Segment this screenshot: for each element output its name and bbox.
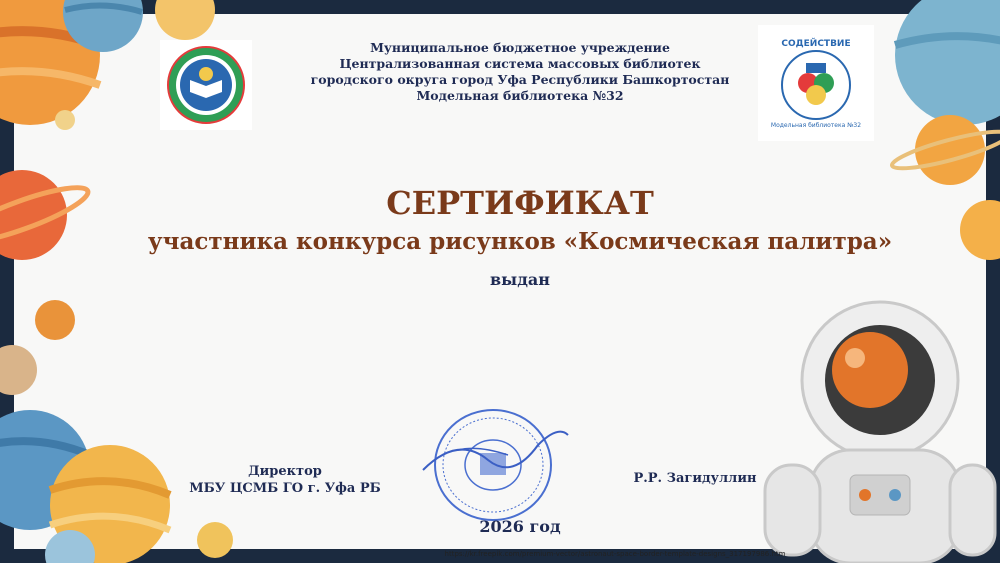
certificate-subtitle: участника конкурса рисунков «Космическая палитра»: [147, 228, 893, 255]
left-library-logo: [160, 40, 252, 130]
small-planet-icon: [55, 110, 75, 130]
org-line-2: Централизованная система массовых библиотек: [339, 56, 701, 71]
logo-text-top: СОДЕЙСТВИЕ: [781, 39, 851, 49]
library-emblem-icon: [160, 40, 252, 130]
director-name: Р.Р. Загидуллин: [633, 471, 757, 486]
director-position: Директор: [248, 464, 322, 479]
logo-text-bottom: Модельная библиотека №32: [770, 122, 862, 129]
right-library-logo: [758, 25, 874, 141]
org-line-4: Модельная библиотека №32: [416, 88, 624, 103]
director-organization: МБУ ЦСМБ ГО г. Уфа РБ: [189, 481, 381, 496]
director-title: [180, 463, 390, 497]
astronaut-icon: [755, 300, 1000, 563]
issued-label: выдан: [490, 270, 550, 289]
org-line-1: Муниципальное бюджетное учреждение: [370, 40, 670, 55]
small-orange-planet-icon: [35, 300, 75, 340]
organization-header: [270, 40, 770, 104]
org-line-3: городского округа город Уфа Республики Башкортостан: [310, 72, 730, 87]
official-stamp-icon: [418, 405, 583, 525]
certificate-year: 2026 год: [479, 517, 561, 536]
top-right-planet-icon: [895, 0, 1000, 125]
certificate-title: СЕРТИФИКАТ: [386, 184, 654, 222]
tan-planet-icon: [0, 345, 37, 395]
yellow-planet-icon: [155, 0, 215, 40]
small-yellow-planet-icon: [197, 522, 233, 558]
ringed-right-planet-icon: [889, 115, 1000, 185]
image-credit-link[interactable]: https://kr.freepik.com/premium-vector/astronaut-space-border-template-designs_317197986.htm: [444, 550, 786, 558]
